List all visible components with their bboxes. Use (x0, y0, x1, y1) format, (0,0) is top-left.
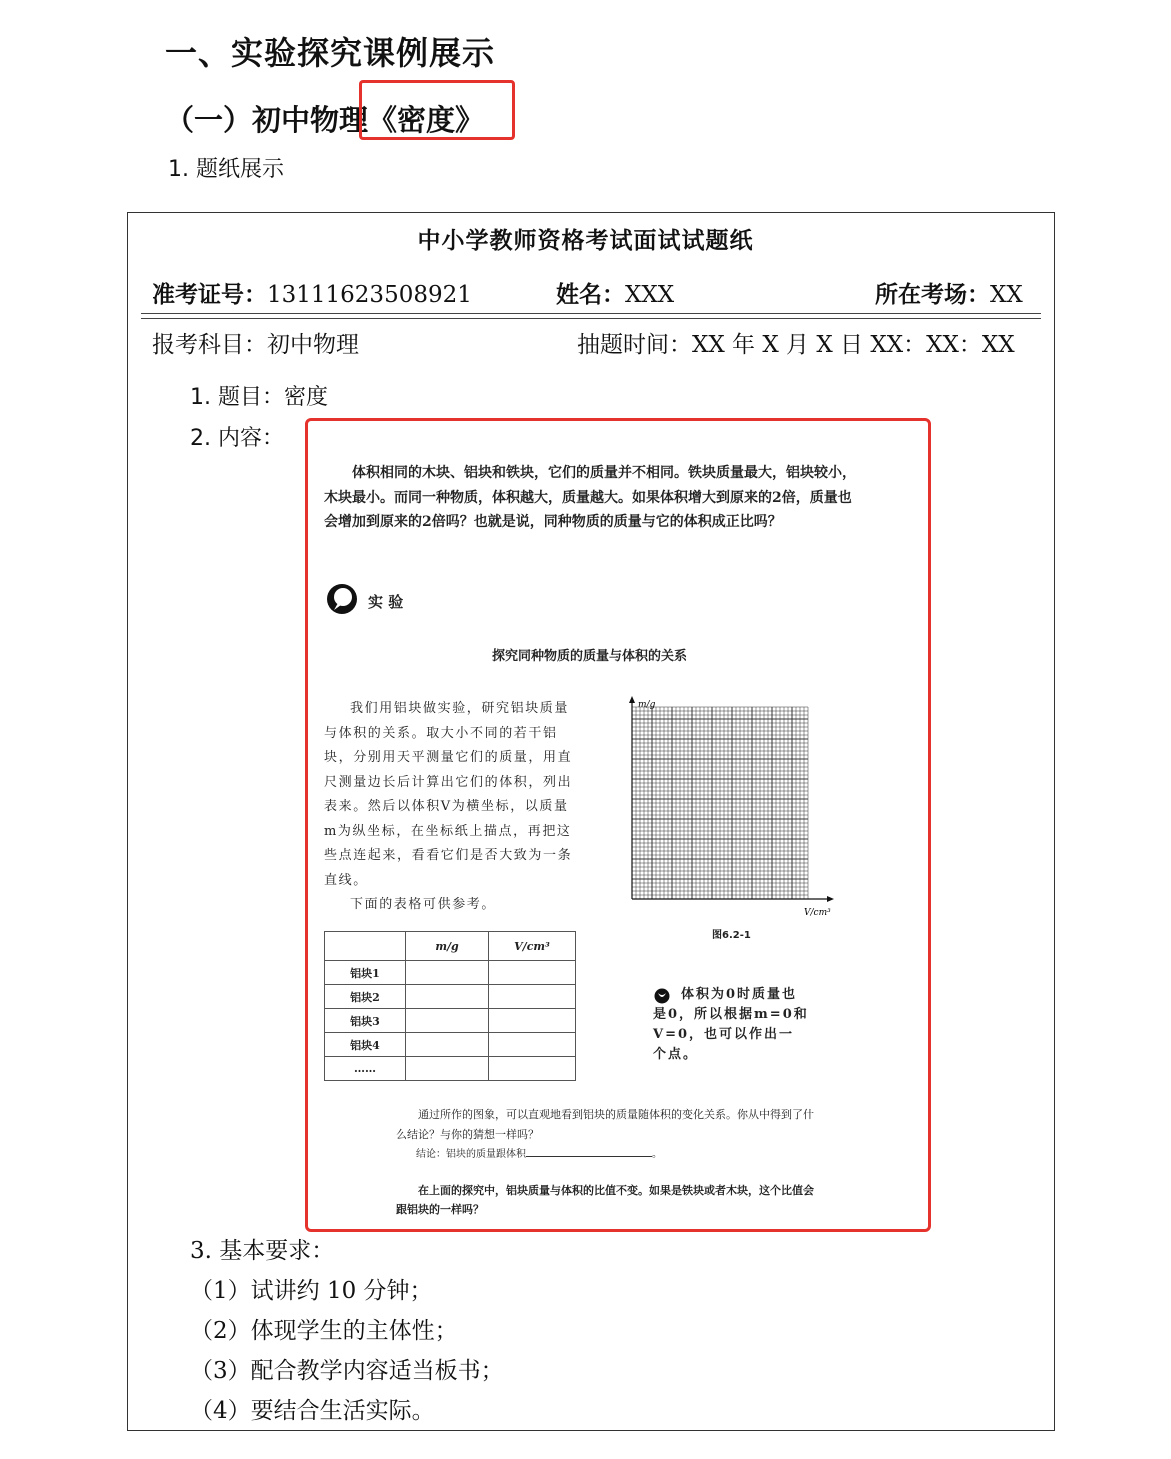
conclusion-line: 结论：铝块的质量跟体积 。 (416, 1149, 662, 1160)
experiment-label: 实 验 (368, 593, 404, 611)
requirement-item: （4）要结合生活实际。 (190, 1398, 435, 1424)
row-label: 铝块3 (325, 1009, 406, 1033)
subsection-highlight: 《密度》 (368, 103, 485, 137)
y-axis-label: m/g (638, 700, 656, 710)
experiment-title: 探究同种物质的质量与体积的关系 (491, 649, 687, 664)
content-item: 2. 内容： (190, 426, 284, 451)
highlight-box (359, 80, 515, 140)
final-question: 在上面的探究中，铝块质量与体积的比值不变。如果是铁块或者木块，这个比值会跟铝块的一样吗？ (396, 1184, 814, 1216)
sub-item-heading: 1. 题纸展示 (168, 157, 284, 182)
paper-title: 中小学教师资格考试面试试题纸 (417, 228, 754, 254)
tip-text: 体积为0时质量也是0，所以根据m=0和V=0，也可以作出一个点。 (653, 987, 809, 1062)
divider (141, 318, 1041, 319)
question-text: 通过所作的图象，可以直观地看到铝块的质量随体积的变化关系。你从中得到了什么结论？与你的猜想一样吗？ (396, 1108, 814, 1141)
candidate-name: 姓名：XXX (556, 282, 675, 308)
row-label: 铝块2 (325, 985, 406, 1009)
topic-item: 1. 题目：密度 (190, 385, 328, 410)
requirement-item: （1）试讲约 10 分钟； (190, 1278, 433, 1304)
table-header-cell: m/g (406, 932, 489, 961)
content-highlight-box (305, 418, 931, 1232)
row-label: …… (325, 1057, 406, 1081)
exam-number: 准考证号：13111623508921 (152, 282, 472, 308)
requirement-item: （2）体现学生的主体性； (190, 1318, 458, 1344)
experiment-body: 我们用铝块做实验，研究铝块质量与体积的关系。取大小不同的若干铝块，分别用天平测量它们的质量，用直尺测量边长后计算出它们的体积，列出表来。然后以体积V为横坐标，以质量m为纵坐标，在坐标纸上描点，再把这些点连起来，看看它们是否大致为一条直线。 (324, 701, 573, 888)
subject: 报考科目：初中物理 (152, 332, 359, 358)
draw-time: 抽题时间：XX 年 X 月 X 日 XX：XX：XX (577, 332, 1015, 358)
section-heading: 一、实验探究课例展示 (165, 34, 496, 72)
x-axis-label: V/cm³ (804, 908, 831, 918)
table-hint: 下面的表格可供参考。 (350, 897, 497, 912)
row-label: 铝块1 (325, 961, 406, 985)
divider (141, 313, 1041, 314)
intro-paragraph: 体积相同的木块、铝块和铁块，它们的质量并不相同。铁块质量最大，铝块较小，木块最小。而同一种物质，体积越大，质量越大。如果体积增大到原来的2倍，质量也会增加到原来的2倍吗？也就是说，同种物质的质量与它的体积成正比吗？ (324, 465, 856, 530)
figure-caption: 图6.2-1 (712, 930, 751, 941)
row-label: 铝块4 (325, 1033, 406, 1057)
requirements-title: 3. 基本要求： (190, 1238, 335, 1264)
table-header-cell: V/cm³ (489, 932, 576, 961)
requirement-item: （3）配合教学内容适当板书； (190, 1358, 504, 1384)
subsection-prefix: （一）初中物理 (165, 103, 369, 137)
exam-site: 所在考场：XX (875, 282, 1023, 308)
